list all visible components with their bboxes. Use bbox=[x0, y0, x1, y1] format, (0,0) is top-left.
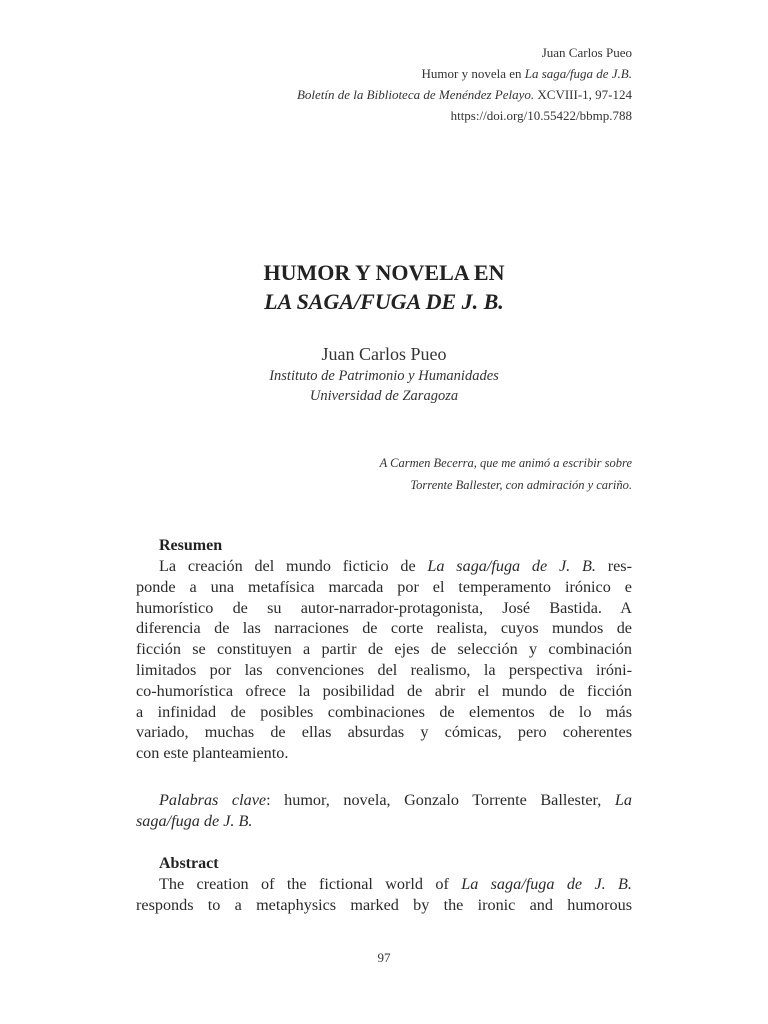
article-title bbox=[0, 258, 768, 316]
resumen-line: ficción se constituyen a partir de ejes de selección y combinación bbox=[136, 640, 632, 659]
author-name: Juan Carlos Pueo bbox=[321, 344, 447, 364]
resumen-line: variado, muchas de ellas absurdas y cómicas, pero coherentes bbox=[136, 723, 632, 742]
affiliation-institute: Instituto de Patrimonio y Humanidades bbox=[269, 368, 499, 384]
running-header bbox=[112, 42, 632, 126]
resumen-line: humorístico de su autor-narrador-protagonista, José Bastida. A bbox=[136, 598, 632, 617]
resumen-section bbox=[136, 536, 632, 764]
resumen-line: diferencia de las narraciones de corte realista, cuyos mundos de bbox=[136, 619, 632, 638]
title-line-1: HUMOR Y NOVELA EN bbox=[263, 260, 505, 285]
dedication-line-1: A Carmen Becerra, que me animó a escribir sobre bbox=[379, 456, 632, 470]
keywords-line: saga/fuga de J. B. bbox=[136, 812, 253, 830]
resumen-heading: Resumen bbox=[159, 537, 223, 554]
dedication bbox=[212, 452, 632, 496]
author-block bbox=[0, 342, 768, 406]
resumen-line: ponde a una metafísica marcada por el temperamento irónico e bbox=[136, 577, 632, 596]
header-author: Juan Carlos Pueo bbox=[541, 45, 632, 60]
resumen-paragraph bbox=[136, 556, 632, 764]
resumen-line: limitados por las convenciones del realismo, la perspectiva iróni- bbox=[136, 660, 632, 679]
header-short-title: Humor y novela en La saga/fuga de J.B. bbox=[421, 66, 632, 81]
keywords-label: Palabras clave bbox=[159, 791, 267, 809]
dedication-line-2: Torrente Ballester, con admiración y cariño. bbox=[410, 478, 632, 492]
abstract-section bbox=[136, 854, 632, 916]
abstract-line: The creation of the fictional world of La saga/fuga de J. B. bbox=[159, 875, 632, 893]
keywords-line: Palabras clave: humor, novela, Gonzalo Torrente Ballester, La bbox=[159, 791, 632, 809]
abstract-paragraph bbox=[136, 874, 632, 916]
resumen-line: a infinidad de posibles combinaciones de elementos de lo más bbox=[136, 702, 632, 721]
title-line-2: LA SAGA/FUGA DE J. B. bbox=[264, 289, 504, 314]
abstract-line: responds to a metaphysics marked by the ironic and humorous bbox=[136, 895, 632, 914]
header-doi-link[interactable]: https://doi.org/10.55422/bbmp.788 bbox=[450, 108, 632, 123]
affiliation-university: Universidad de Zaragoza bbox=[309, 388, 459, 404]
resumen-line: co-humorística ofrece la posibilidad de abrir el mundo de ficción bbox=[136, 681, 632, 700]
abstract-heading: Abstract bbox=[159, 855, 219, 872]
page-number: 97 bbox=[377, 950, 391, 965]
resumen-line: La creación del mundo ficticio de La saga/fuga de J. B. res- bbox=[159, 557, 632, 575]
resumen-line: con este planteamiento. bbox=[136, 744, 289, 763]
header-journal: Boletín de la Biblioteca de Menéndez Pelayo. XCVIII-1, 97-124 bbox=[296, 87, 632, 102]
keywords-section bbox=[136, 790, 632, 832]
